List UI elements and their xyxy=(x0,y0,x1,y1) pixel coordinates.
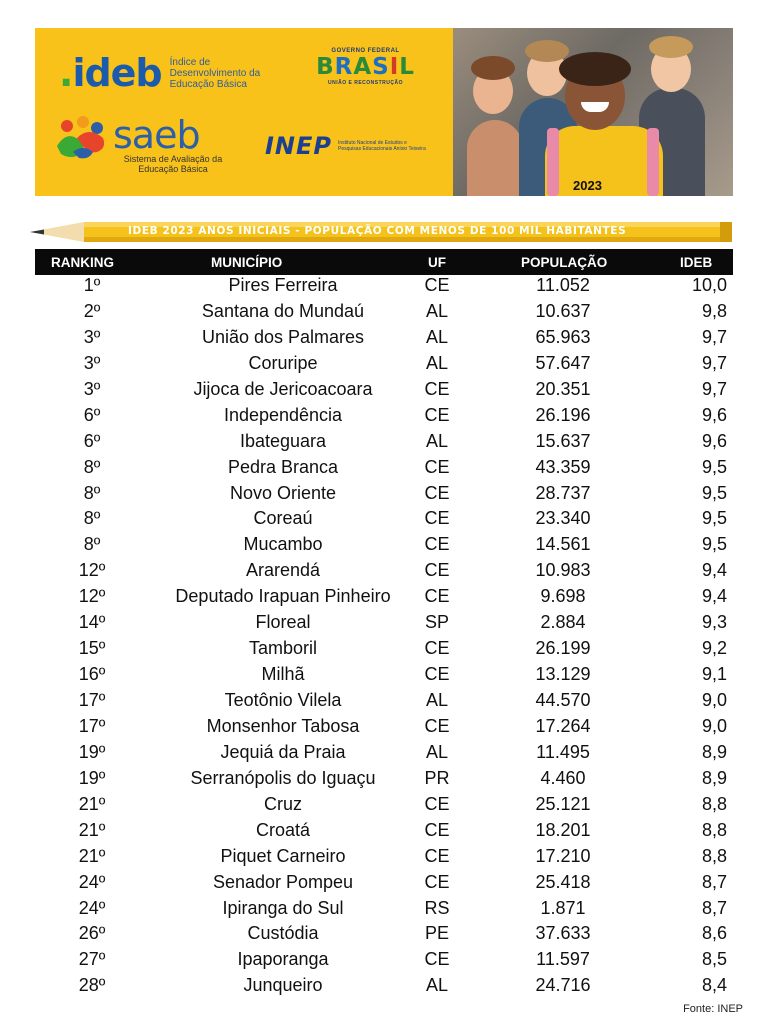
table-row xyxy=(35,325,733,351)
table-row xyxy=(35,481,733,507)
uf-cell: CE xyxy=(424,638,450,659)
uf-cell: CE xyxy=(424,378,450,399)
populacao-cell: 15.637 xyxy=(535,430,591,451)
page-title: IDEB 2023 ANOS INICIAIS - POPULAÇÃO COM MENOS DE 100 MIL HABITANTES xyxy=(128,225,627,237)
rank-cell: 6º xyxy=(83,430,101,451)
table-row xyxy=(35,973,733,999)
populacao-cell: 26.199 xyxy=(535,638,591,659)
table-body xyxy=(35,273,733,999)
municipio-cell: Ararendá xyxy=(245,560,321,581)
municipio-cell: Coruripe xyxy=(248,352,318,373)
municipio-cell: Novo Oriente xyxy=(229,482,337,503)
ideb-logo-mark: .ideb xyxy=(59,51,162,95)
gov-logo-bottom: UNIÃO E RECONSTRUÇÃO xyxy=(327,80,403,86)
municipio-cell: Piquet Carneiro xyxy=(220,845,346,866)
populacao-cell: 28.737 xyxy=(535,482,591,503)
populacao-cell: 9.698 xyxy=(540,586,586,607)
municipio-cell: Senador Pompeu xyxy=(212,871,354,892)
table-row xyxy=(35,351,733,377)
table-row xyxy=(35,558,733,584)
table-row xyxy=(35,896,733,922)
inep-logo xyxy=(265,132,428,160)
rank-cell: 27º xyxy=(78,949,106,970)
populacao-cell: 1.871 xyxy=(540,897,586,918)
table-row xyxy=(35,299,733,325)
inep-logo-mark: INEP xyxy=(265,132,332,160)
municipio-cell: Pedra Branca xyxy=(227,456,339,477)
rank-cell: 24º xyxy=(78,871,106,892)
populacao-cell: 26.196 xyxy=(535,404,591,425)
rank-cell: 19º xyxy=(78,741,106,762)
uf-cell: AL xyxy=(425,975,449,996)
municipio-cell: Coreaú xyxy=(253,508,313,529)
table-row xyxy=(35,947,733,973)
municipio-cell: Ibateguara xyxy=(239,430,327,451)
ideb-cell: 9,0 xyxy=(701,715,727,736)
rank-cell: 12º xyxy=(78,586,106,607)
populacao-cell: 2.884 xyxy=(540,612,586,633)
populacao-cell: 65.963 xyxy=(535,326,591,347)
municipio-cell: Serranópolis do Iguaçu xyxy=(190,767,376,788)
table-row xyxy=(35,273,733,299)
populacao-cell: 57.647 xyxy=(535,352,591,373)
rank-cell: 17º xyxy=(78,690,106,710)
ideb-cell: 8,8 xyxy=(701,845,727,866)
ideb-cell: 9,7 xyxy=(701,378,727,399)
table-row xyxy=(35,662,733,688)
saeb-logo xyxy=(53,113,233,174)
ideb-cell: 9,4 xyxy=(701,586,727,607)
uf-cell: PR xyxy=(424,767,450,788)
year-label: 2023 xyxy=(573,178,602,193)
municipio-cell: Tamboril xyxy=(248,638,318,659)
populacao-cell: 43.359 xyxy=(535,456,591,477)
rank-cell: 3º xyxy=(83,352,101,373)
table-row xyxy=(35,636,733,662)
rank-cell: 8º xyxy=(83,508,101,529)
uf-cell: AL xyxy=(425,690,449,710)
ideb-cell: 9,7 xyxy=(701,326,727,347)
uf-cell: CE xyxy=(424,793,450,814)
municipio-cell: Independência xyxy=(223,404,343,425)
municipio-cell: Monsenhor Tabosa xyxy=(206,715,360,736)
rank-cell: 24º xyxy=(78,897,106,918)
uf-cell: CE xyxy=(424,482,450,503)
uf-cell: CE xyxy=(424,534,450,555)
municipio-cell: Pires Ferreira xyxy=(228,275,338,295)
ideb-cell: 8,8 xyxy=(701,819,727,840)
uf-cell: RS xyxy=(424,897,450,918)
saeb-logo-subtitle: Sistema de Avaliação da Educação Básica xyxy=(123,154,223,174)
gov-logo-mark: BRASIL xyxy=(316,54,415,80)
table-row xyxy=(35,506,733,532)
populacao-cell: 10.983 xyxy=(535,560,591,581)
ideb-cell: 8,9 xyxy=(701,767,727,788)
table-row xyxy=(35,818,733,844)
uf-cell: AL xyxy=(425,300,449,321)
municipio-cell: Teotônio Vilela xyxy=(224,690,342,710)
ideb-cell: 8,6 xyxy=(701,923,727,944)
municipio-cell: Cruz xyxy=(263,793,302,814)
rank-cell: 15º xyxy=(78,638,106,659)
ideb-cell: 8,8 xyxy=(701,793,727,814)
populacao-cell: 44.570 xyxy=(535,690,591,710)
rank-cell: 21º xyxy=(78,819,106,840)
table-row xyxy=(35,870,733,896)
rank-cell: 26º xyxy=(78,923,106,944)
rank-cell: 8º xyxy=(83,534,101,555)
rank-cell: 21º xyxy=(78,845,106,866)
header-municipio: MUNICÍPIO xyxy=(211,255,283,270)
header-uf: UF xyxy=(428,255,446,270)
municipio-cell: Floreal xyxy=(255,612,311,633)
populacao-cell: 17.210 xyxy=(535,845,591,866)
populacao-cell: 4.460 xyxy=(540,767,586,788)
ideb-cell: 8,7 xyxy=(701,897,727,918)
header-populacao: POPULAÇÃO xyxy=(521,255,608,270)
ideb-cell: 10,0 xyxy=(691,275,727,295)
uf-cell: CE xyxy=(424,275,450,295)
ideb-cell: 9,6 xyxy=(701,404,727,425)
rank-cell: 8º xyxy=(83,456,101,477)
uf-cell: CE xyxy=(424,871,450,892)
saeb-logo-mark: saeb xyxy=(113,113,200,157)
municipio-cell: União dos Palmares xyxy=(201,326,365,347)
municipio-cell: Ipaporanga xyxy=(237,949,329,970)
uf-cell: CE xyxy=(424,845,450,866)
children-photo xyxy=(453,28,733,196)
uf-cell: CE xyxy=(424,456,450,477)
rank-cell: 2º xyxy=(83,300,101,321)
municipio-cell: Santana do Mundaú xyxy=(201,300,365,321)
populacao-cell: 24.716 xyxy=(535,975,591,996)
ideb-cell: 9,7 xyxy=(701,352,727,373)
table-row xyxy=(35,766,733,792)
uf-cell: CE xyxy=(424,560,450,581)
uf-cell: AL xyxy=(425,326,449,347)
populacao-cell: 11.495 xyxy=(536,741,590,762)
gov-logo-top: GOVERNO FEDERAL xyxy=(331,48,400,54)
municipio-cell: Mucambo xyxy=(243,534,323,555)
ideb-cell: 8,9 xyxy=(701,741,727,762)
uf-cell: CE xyxy=(424,664,450,685)
table-row xyxy=(35,844,733,870)
table-header xyxy=(35,249,733,275)
table-row xyxy=(35,455,733,481)
table-row xyxy=(35,429,733,455)
ideb-cell: 8,4 xyxy=(701,975,727,996)
table-row xyxy=(35,688,733,714)
populacao-cell: 20.351 xyxy=(535,378,591,399)
inep-logo-subtitle: Instituto Nacional de Estudos e Pesquisas Educacionais Anísio Teixeira xyxy=(338,140,426,152)
rank-cell: 19º xyxy=(78,767,106,788)
table-row xyxy=(35,377,733,403)
header-banner xyxy=(35,28,733,196)
title-pencil xyxy=(30,220,732,244)
populacao-cell: 10.637 xyxy=(535,300,591,321)
ideb-cell: 9,8 xyxy=(701,300,727,321)
table-row xyxy=(35,610,733,636)
populacao-cell: 13.129 xyxy=(535,664,591,685)
rank-cell: 1º xyxy=(83,275,101,295)
ideb-cell: 9,1 xyxy=(701,664,727,685)
ideb-cell: 8,5 xyxy=(701,949,727,970)
municipio-cell: Jequiá da Praia xyxy=(220,741,346,762)
rank-cell: 12º xyxy=(78,560,106,581)
municipio-cell: Deputado Irapuan Pinheiro xyxy=(175,586,391,607)
table-row xyxy=(35,792,733,818)
ideb-logo-subtitle: Índice de Desenvolvimento da Educação Básica xyxy=(169,56,261,90)
ideb-logo xyxy=(59,48,280,98)
table-row xyxy=(35,740,733,766)
populacao-cell: 25.418 xyxy=(535,871,591,892)
rank-cell: 3º xyxy=(83,378,101,399)
populacao-cell: 14.561 xyxy=(535,534,591,555)
rank-cell: 3º xyxy=(83,326,101,347)
uf-cell: AL xyxy=(425,430,449,451)
populacao-cell: 25.121 xyxy=(535,793,591,814)
table-row xyxy=(35,532,733,558)
header-ranking: RANKING xyxy=(51,255,114,270)
populacao-cell: 11.052 xyxy=(536,275,590,295)
municipio-cell: Junqueiro xyxy=(243,975,323,996)
populacao-cell: 11.597 xyxy=(536,949,590,970)
uf-cell: CE xyxy=(424,508,450,529)
rank-cell: 14º xyxy=(78,612,106,633)
table-row xyxy=(35,714,733,740)
uf-cell: AL xyxy=(425,741,449,762)
ideb-cell: 8,7 xyxy=(701,871,727,892)
table-row xyxy=(35,921,733,947)
ideb-cell: 9,5 xyxy=(701,508,727,529)
ideb-cell: 9,3 xyxy=(701,612,727,633)
uf-cell: CE xyxy=(424,715,450,736)
ideb-cell: 9,2 xyxy=(701,638,727,659)
rank-cell: 21º xyxy=(78,793,106,814)
rank-cell: 8º xyxy=(83,482,101,503)
populacao-cell: 23.340 xyxy=(535,508,591,529)
uf-cell: CE xyxy=(424,819,450,840)
header-ideb: IDEB xyxy=(680,255,713,270)
table-row xyxy=(35,584,733,610)
ideb-cell: 9,5 xyxy=(701,456,727,477)
municipio-cell: Croatá xyxy=(255,819,311,840)
rank-cell: 28º xyxy=(78,975,106,996)
populacao-cell: 37.633 xyxy=(535,923,591,944)
governo-federal-logo xyxy=(313,48,418,86)
uf-cell: AL xyxy=(425,352,449,373)
populacao-cell: 18.201 xyxy=(535,819,591,840)
ideb-cell: 9,0 xyxy=(701,690,727,710)
uf-cell: CE xyxy=(424,586,450,607)
populacao-cell: 17.264 xyxy=(535,715,591,736)
municipio-cell: Ipiranga do Sul xyxy=(222,897,344,918)
table-row xyxy=(35,403,733,429)
rank-cell: 16º xyxy=(78,664,106,685)
uf-cell: CE xyxy=(424,404,450,425)
ideb-cell: 9,5 xyxy=(701,482,727,503)
uf-cell: PE xyxy=(424,923,449,944)
saeb-people-icon xyxy=(53,116,109,160)
ideb-cell: 9,6 xyxy=(701,430,727,451)
uf-cell: CE xyxy=(424,949,450,970)
uf-cell: SP xyxy=(424,612,449,633)
rank-cell: 6º xyxy=(83,404,101,425)
source-note: Fonte: INEP xyxy=(683,1003,743,1015)
ideb-cell: 9,4 xyxy=(701,560,727,581)
municipio-cell: Jijoca de Jericoacoara xyxy=(193,378,373,399)
municipio-cell: Milhã xyxy=(261,664,305,685)
municipio-cell: Custódia xyxy=(247,923,319,944)
ideb-cell: 9,5 xyxy=(701,534,727,555)
rank-cell: 17º xyxy=(78,715,106,736)
